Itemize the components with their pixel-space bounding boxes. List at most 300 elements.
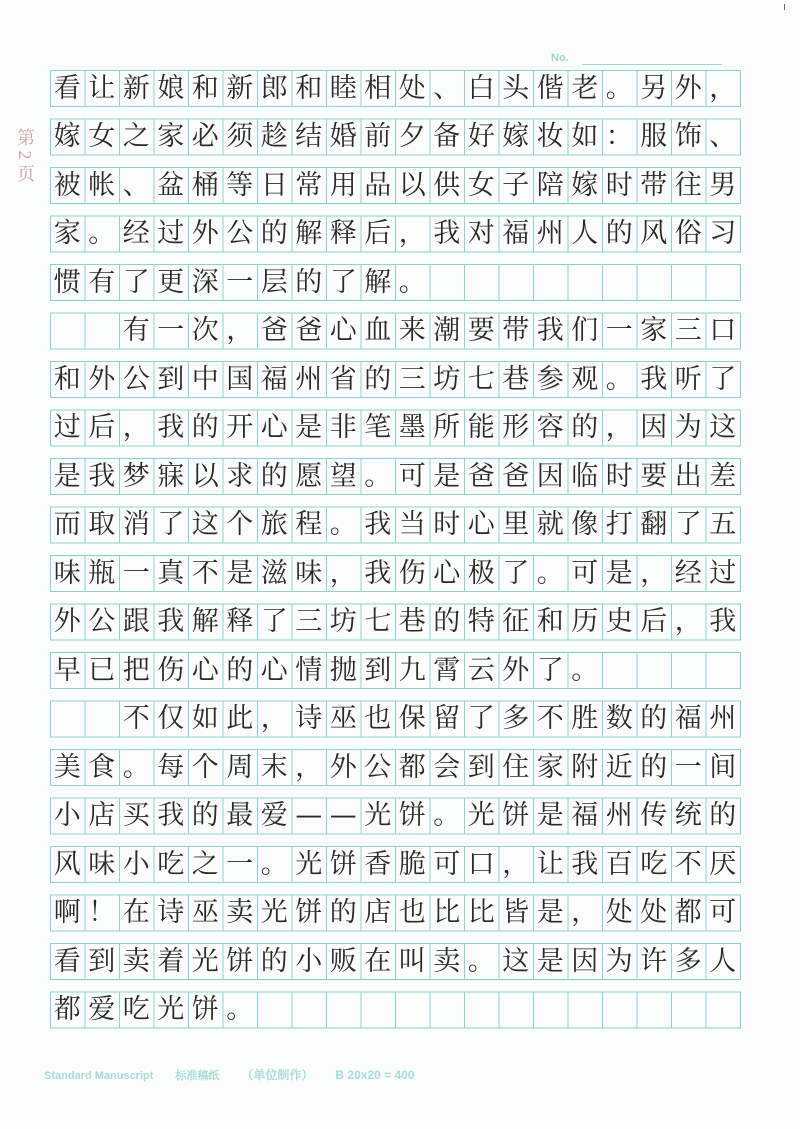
character-cell: 我	[157, 606, 185, 637]
character-cell: 三	[295, 606, 323, 637]
character-cell: 当	[398, 509, 426, 540]
character-cell: 外	[502, 654, 530, 686]
character-cell: 在	[364, 945, 392, 977]
character-cell: 是	[605, 557, 633, 589]
character-cell: 一	[674, 751, 702, 783]
character-cell: 让	[536, 848, 564, 880]
character-cell: 百	[605, 848, 633, 880]
character-cell: 数	[605, 703, 633, 734]
character-cell: 嫁	[53, 121, 81, 152]
character-cell: 统	[674, 800, 702, 831]
character-cell: 会	[433, 751, 461, 783]
character-cell: ，	[329, 557, 357, 589]
character-cell: 可	[571, 557, 599, 589]
character-cell: 因	[640, 412, 668, 443]
character-cell: 公	[226, 218, 254, 249]
text-row	[50, 458, 740, 494]
character-cell: 卖	[433, 945, 461, 977]
character-cell: 瓶	[88, 557, 116, 589]
character-cell: 因	[536, 460, 564, 492]
character-cell: 、	[122, 169, 150, 201]
character-cell: 比	[433, 897, 461, 928]
character-cell: 中	[191, 363, 219, 395]
character-cell: 征	[502, 606, 530, 637]
character-cell: 而	[53, 509, 81, 540]
character-cell: 结	[295, 121, 323, 152]
character-cell: 偕	[536, 72, 564, 104]
character-cell: 盆	[157, 169, 185, 201]
character-cell: 美	[53, 751, 81, 783]
character-cell: 用	[329, 169, 357, 201]
character-cell: 饼	[398, 800, 426, 831]
character-cell: 对	[467, 218, 495, 249]
character-cell: 家	[53, 218, 81, 249]
character-cell: 一	[605, 315, 633, 346]
character-cell: 品	[364, 169, 392, 201]
character-cell: 翻	[640, 509, 668, 540]
character-cell: 的	[329, 897, 357, 928]
character-cell: 是	[536, 945, 564, 977]
character-cell: 口	[709, 315, 737, 346]
character-cell: 好	[467, 121, 495, 152]
character-cell: 时	[605, 169, 633, 201]
character-cell: 卖	[122, 945, 150, 977]
character-cell: 。	[122, 751, 150, 783]
character-cell: 常	[295, 169, 323, 201]
character-cell: 。	[88, 218, 116, 249]
character-cell: 如	[191, 703, 219, 734]
character-cell: 容	[536, 412, 564, 443]
character-cell: 释	[329, 218, 357, 249]
character-cell: 有	[88, 266, 116, 298]
character-cell: 了	[122, 266, 150, 298]
character-cell: 经	[674, 557, 702, 589]
character-cell: 是	[53, 460, 81, 492]
chinese-brand-label: 标准稿纸	[175, 1070, 220, 1082]
character-cell: 七	[364, 606, 392, 637]
character-cell: 胜	[571, 703, 599, 734]
character-cell: 都	[398, 751, 426, 783]
character-cell: ，	[260, 703, 288, 734]
character-cell: 小	[295, 945, 323, 977]
character-cell: 不	[536, 703, 564, 734]
character-cell: 妆	[536, 121, 564, 152]
character-cell: 梦	[122, 460, 150, 492]
character-cell: 过	[709, 557, 737, 589]
character-cell: 。	[605, 72, 633, 104]
character-cell: 店	[364, 897, 392, 928]
character-cell: 心	[467, 509, 495, 540]
character-cell: 。	[398, 266, 426, 298]
character-cell: ！	[88, 897, 116, 928]
character-cell: ：	[605, 121, 633, 152]
character-cell: 极	[467, 557, 495, 589]
character-cell: 州	[295, 363, 323, 395]
character-cell: 陪	[536, 169, 564, 201]
character-cell: 三	[674, 315, 702, 346]
character-cell: 光	[295, 848, 323, 880]
page-number-line	[582, 64, 722, 65]
character-cell: 饼	[502, 800, 530, 831]
character-cell: 光	[260, 897, 288, 928]
character-cell: 滋	[260, 557, 288, 589]
character-cell: 老	[571, 72, 599, 104]
character-cell: 处	[605, 897, 633, 928]
character-cell: 历	[571, 606, 599, 637]
character-cell: 我	[364, 557, 392, 589]
character-cell: 在	[122, 897, 150, 928]
character-cell: 像	[571, 509, 599, 540]
character-cell: 光	[364, 800, 392, 831]
character-cell: 。	[433, 800, 461, 831]
character-cell: 光	[157, 994, 185, 1025]
character-cell: ，	[398, 218, 426, 249]
character-cell: 公	[88, 606, 116, 637]
character-cell: 七	[467, 363, 495, 395]
text-row	[50, 70, 740, 106]
character-cell: 时	[433, 509, 461, 540]
character-cell: 了	[260, 606, 288, 637]
character-cell: 新	[122, 72, 150, 104]
character-cell: 店	[88, 800, 116, 831]
character-cell: 过	[157, 218, 185, 249]
character-cell: 是	[226, 557, 254, 589]
character-cell: 的	[571, 412, 599, 443]
character-cell: 光	[467, 800, 495, 831]
character-cell: 愿	[295, 460, 323, 492]
text-row	[50, 749, 740, 785]
character-cell: 是	[536, 800, 564, 831]
character-cell: 巫	[191, 897, 219, 928]
character-cell: 开	[226, 412, 254, 443]
character-cell: 。	[605, 363, 633, 395]
character-cell: 。	[364, 460, 392, 492]
character-cell: 附	[571, 751, 599, 783]
character-cell: 非	[329, 412, 357, 443]
text-row	[50, 507, 740, 543]
character-cell: 爱	[88, 994, 116, 1025]
character-cell: 我	[364, 509, 392, 540]
character-cell: 是	[536, 897, 564, 928]
character-cell: 要	[640, 460, 668, 492]
character-cell: 和	[191, 72, 219, 104]
character-cell: 临	[571, 460, 599, 492]
character-cell: 都	[53, 994, 81, 1025]
character-cell: 近	[605, 751, 633, 783]
margin-page-note: 第 2 页	[15, 128, 35, 182]
character-cell: 。	[536, 557, 564, 589]
character-cell: 白	[467, 72, 495, 104]
character-cell: 外	[191, 218, 219, 249]
character-cell: 了	[536, 654, 564, 686]
character-cell: 风	[53, 848, 81, 880]
corner-mark	[784, 4, 785, 10]
character-cell: 释	[226, 606, 254, 637]
text-row	[50, 313, 740, 349]
character-cell: 里	[502, 509, 530, 540]
character-cell: 仅	[157, 703, 185, 734]
character-cell: 要	[467, 315, 495, 346]
character-cell: 州	[709, 703, 737, 734]
character-cell: 许	[640, 945, 668, 977]
text-row	[50, 119, 740, 155]
character-cell: 公	[364, 751, 392, 783]
character-cell: 巷	[502, 363, 530, 395]
character-cell: 次	[191, 315, 219, 346]
character-cell: 。	[467, 945, 495, 977]
character-cell: 取	[88, 509, 116, 540]
character-cell: 皆	[502, 897, 530, 928]
character-cell: 诗	[295, 703, 323, 734]
character-cell: 笔	[364, 412, 392, 443]
character-cell: 女	[467, 169, 495, 201]
character-cell: 心	[329, 315, 357, 346]
paper-footer	[44, 1066, 415, 1083]
character-cell: 爸	[260, 315, 288, 346]
character-cell: 我	[640, 363, 668, 395]
character-cell: 处	[398, 72, 426, 104]
character-cell: 婚	[329, 121, 357, 152]
character-cell: 。	[329, 509, 357, 540]
character-cell	[85, 313, 120, 349]
character-cell: 。	[226, 994, 254, 1025]
character-cell: 和	[536, 606, 564, 637]
text-row	[50, 701, 740, 737]
character-cell: —	[295, 800, 323, 831]
character-cell: 日	[260, 169, 288, 201]
character-cell: 更	[157, 266, 185, 298]
character-cell: 末	[260, 751, 288, 783]
character-cell: 的	[640, 703, 668, 734]
note-label: （单位制作）	[241, 1068, 314, 1082]
character-cell: 个	[191, 751, 219, 783]
character-cell: 我	[157, 800, 185, 831]
text-row	[50, 604, 740, 640]
character-cell: 是	[433, 460, 461, 492]
character-cell: 巷	[398, 606, 426, 637]
character-cell: 这	[709, 412, 737, 443]
character-cell: 的	[433, 606, 461, 637]
character-cell: 传	[640, 800, 668, 831]
character-cell: 观	[571, 363, 599, 395]
character-cell: ，	[605, 412, 633, 443]
character-cell: 听	[674, 363, 702, 395]
character-cell: 解	[295, 218, 323, 249]
character-cell: 巫	[329, 703, 357, 734]
character-cell: 头	[502, 72, 530, 104]
character-cell: 有	[122, 315, 150, 346]
character-cell: 卖	[226, 897, 254, 928]
character-cell: 桶	[191, 169, 219, 201]
character-cell: 到	[467, 751, 495, 783]
character-cell: 家	[640, 315, 668, 346]
character-cell: 保	[398, 703, 426, 734]
character-cell: ，	[502, 848, 530, 880]
character-cell: 到	[364, 654, 392, 686]
character-cell: 食	[88, 751, 116, 783]
character-cell: 饼	[329, 848, 357, 880]
text-row	[50, 361, 740, 397]
character-cell: 子	[502, 169, 530, 201]
character-cell: 消	[122, 509, 150, 540]
character-cell: 出	[674, 460, 702, 492]
character-cell: ，	[640, 557, 668, 589]
character-cell: 州	[605, 800, 633, 831]
character-cell: 五	[709, 509, 737, 540]
character-cell: 小	[122, 848, 150, 880]
character-cell: 到	[88, 945, 116, 977]
character-cell: 可	[398, 460, 426, 492]
character-cell: 参	[536, 363, 564, 395]
character-cell: 带	[502, 315, 530, 346]
character-cell: 求	[226, 460, 254, 492]
character-cell: 霄	[433, 654, 461, 686]
character-cell: 此	[226, 703, 254, 734]
character-cell: 了	[502, 557, 530, 589]
character-cell: 外	[674, 72, 702, 104]
character-cell: 九	[398, 654, 426, 686]
character-cell: 伤	[157, 654, 185, 686]
character-cell: 吃	[122, 994, 150, 1025]
character-cell: ，	[674, 606, 702, 637]
character-cell: 潮	[433, 315, 461, 346]
character-cell: 都	[674, 897, 702, 928]
page-number-label: No.	[551, 52, 569, 64]
character-cell: 人	[709, 945, 737, 977]
character-cell: 光	[191, 945, 219, 977]
character-cell: 抛	[329, 654, 357, 686]
character-cell: 习	[709, 218, 737, 249]
character-cell: 我	[709, 606, 737, 637]
grid-spec-label: B 20x20 = 400	[335, 1068, 415, 1082]
character-cell: 后	[364, 218, 392, 249]
character-cell: 间	[709, 751, 737, 783]
character-cell: 住	[502, 751, 530, 783]
character-cell: 心	[260, 412, 288, 443]
character-cell: 趁	[260, 121, 288, 152]
character-cell: 因	[571, 945, 599, 977]
character-cell	[50, 313, 85, 349]
character-cell: 过	[53, 412, 81, 443]
character-cell: 福	[674, 703, 702, 734]
brand-label: Standard Manuscript	[44, 1070, 154, 1082]
character-cell: 福	[260, 363, 288, 395]
character-cell: 供	[433, 169, 461, 201]
character-cell: 我	[88, 460, 116, 492]
character-cell: 省	[329, 363, 357, 395]
character-cell: ，	[571, 897, 599, 928]
character-cell: 不	[122, 703, 150, 734]
character-cell: 味	[53, 557, 81, 589]
character-cell: 新	[226, 72, 254, 104]
character-cell: 的	[640, 751, 668, 783]
character-cell	[50, 701, 85, 737]
character-cell: 每	[157, 751, 185, 783]
character-cell: 旅	[260, 509, 288, 540]
character-cell: 。	[571, 654, 599, 686]
character-cell: 的	[260, 460, 288, 492]
character-cell: 是	[295, 412, 323, 443]
character-cell: 情	[295, 654, 323, 686]
character-cell: ，	[122, 412, 150, 443]
character-cell: 和	[295, 72, 323, 104]
character-cell: 了	[157, 509, 185, 540]
character-cell: 脆	[398, 848, 426, 880]
character-cell: 香	[364, 848, 392, 880]
character-cell: 了	[467, 703, 495, 734]
character-cell: 女	[88, 121, 116, 152]
character-cell: 留	[433, 703, 461, 734]
character-cell: ，	[295, 751, 323, 783]
text-row	[50, 167, 740, 203]
character-cell: 看	[53, 945, 81, 977]
character-cell: 的	[191, 800, 219, 831]
character-cell: 一	[226, 848, 254, 880]
character-cell: 口	[467, 848, 495, 880]
character-cell: 俗	[674, 218, 702, 249]
character-cell: 以	[398, 169, 426, 201]
character-cell: 之	[122, 121, 150, 152]
character-cell: 的	[191, 412, 219, 443]
character-cell: 就	[536, 509, 564, 540]
character-cell: 相	[364, 72, 392, 104]
character-cell: 嫁	[571, 169, 599, 201]
character-cell: 形	[502, 412, 530, 443]
character-cell: 处	[640, 897, 668, 928]
character-cell: 贩	[329, 945, 357, 977]
text-row	[50, 652, 740, 688]
character-cell: 所	[433, 412, 461, 443]
character-cell: 的	[260, 218, 288, 249]
character-cell: 啊	[53, 897, 81, 928]
character-cell: 多	[502, 703, 530, 734]
character-cell: 我	[536, 315, 564, 346]
character-cell: 饼	[295, 897, 323, 928]
character-cell: 差	[709, 460, 737, 492]
character-cell: 外	[329, 751, 357, 783]
character-cell: 坊	[329, 606, 357, 637]
character-cell: 解	[191, 606, 219, 637]
character-cell: 、	[709, 121, 737, 152]
character-cell: 外	[88, 363, 116, 395]
character-cell: 诗	[157, 897, 185, 928]
character-cell: 的	[364, 363, 392, 395]
character-cell: 备	[433, 121, 461, 152]
character-cell: 三	[398, 363, 426, 395]
character-cell: 不	[674, 848, 702, 880]
character-cell: 周	[226, 751, 254, 783]
character-cell: 风	[640, 218, 668, 249]
character-cell: 爱	[260, 800, 288, 831]
character-cell: 的	[709, 800, 737, 831]
character-cell: 望	[329, 460, 357, 492]
text-row	[50, 846, 740, 882]
character-cell: 一	[122, 557, 150, 589]
character-cell: 层	[260, 266, 288, 298]
character-cell: 伤	[398, 557, 426, 589]
character-cell: 血	[364, 315, 392, 346]
character-cell: 时	[605, 460, 633, 492]
character-cell	[85, 701, 120, 737]
text-row	[50, 992, 740, 1028]
character-cell: 和	[53, 363, 81, 395]
text-row	[50, 798, 740, 834]
character-cell: 比	[467, 897, 495, 928]
character-cell: 的	[226, 654, 254, 686]
character-cell: 须	[226, 121, 254, 152]
character-cell: 了	[709, 363, 737, 395]
character-cell: 到	[157, 363, 185, 395]
